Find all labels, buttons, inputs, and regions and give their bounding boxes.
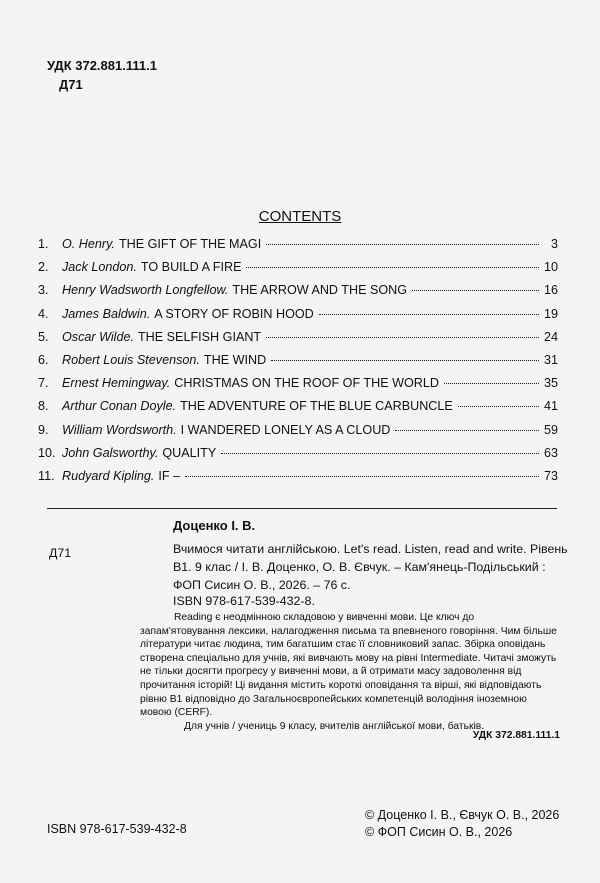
copyright-authors: © Доценко І. В., Євчук О. В., 2026 [365, 808, 560, 822]
toc-entry [38, 353, 558, 376]
toc-entry-page: 10 [543, 260, 558, 275]
toc-entry-title: QUALITY [162, 445, 217, 460]
copyright-publisher: © ФОП Сисин О. В., 2026 [365, 825, 513, 839]
toc-entry-author: Oscar Wilde. [62, 329, 134, 344]
footer-isbn: ISBN 978-617-539-432-8 [47, 822, 187, 836]
toc-entry-page: 16 [543, 283, 558, 298]
toc-entry-number: 5. [38, 329, 49, 344]
toc-entry-author: O. Henry. [62, 237, 115, 251]
contents-heading: CONTENTS [258, 208, 342, 225]
catalog-description: Вчимося читати англійською. Let's read. Listen, read and write. Рівень В1. 9 клас / І. В. Доценко, О. В. Євчук. – Кам'янець-Подільський : ФОП Сисин О. В., 2026. – 76 с. [173, 542, 568, 592]
table-of-contents [38, 237, 558, 492]
annotation-audience: Для учнів / учениць 9 класу, вчителів англійської мови, батьків. [184, 720, 485, 732]
toc-leader-dots [185, 475, 539, 477]
toc-entry-number: 7. [38, 376, 49, 391]
toc-entry-number: 6. [38, 352, 49, 367]
toc-entry-number: 9. [38, 422, 49, 437]
toc-entry-page: 35 [543, 376, 558, 391]
divider [47, 508, 557, 509]
toc-leader-dots [271, 359, 539, 361]
toc-entry-number: 2. [38, 260, 49, 275]
toc-entry-author: Jack London. [62, 260, 137, 275]
toc-entry-title: CHRISTMAS ON THE ROOF OF THE WORLD [174, 376, 439, 391]
toc-entry-title: THE SELFISH GIANT [137, 329, 262, 344]
toc-entry-title: IF – [158, 468, 181, 483]
annotation-udk: УДК 372.881.111.1 [472, 730, 560, 741]
toc-entry-title: THE ARROW AND THE SONG [232, 283, 408, 298]
toc-entry-title: A STORY OF ROBIN HOOD [154, 306, 314, 321]
toc-entry [38, 330, 558, 353]
catalog-author: Доценко І. В. [173, 518, 256, 533]
toc-entry-number: 8. [38, 399, 49, 414]
toc-entry-page: 59 [543, 422, 558, 437]
toc-entry-author: Arthur Conan Doyle. [62, 399, 177, 414]
toc-leader-dots [246, 266, 539, 268]
toc-entry-number: 4. [38, 306, 49, 321]
toc-entry-title: THE ADVENTURE OF THE BLUE CARBUNCLE [180, 399, 453, 414]
toc-entry-page: 19 [543, 306, 558, 321]
toc-entry-author: William Wordsworth. [62, 422, 177, 437]
toc-leader-dots [412, 289, 539, 291]
udk-number: УДК 372.881.111.1 [47, 58, 157, 73]
annotation [140, 611, 560, 733]
toc-entry-author: James Baldwin. [62, 306, 151, 321]
toc-leader-dots [395, 429, 539, 431]
toc-leader-dots [266, 336, 539, 338]
toc-leader-dots [319, 313, 539, 315]
toc-entry-author: Rudyard Kipling. [62, 468, 155, 483]
toc-entry [38, 423, 558, 446]
toc-entry-author: Ernest Hemingway. [62, 376, 171, 391]
toc-entry [38, 260, 558, 283]
toc-entry-title: TO BUILD A FIRE [140, 260, 242, 275]
toc-leader-dots [458, 405, 539, 407]
toc-entry [38, 399, 558, 422]
toc-entry-page: 3 [550, 237, 558, 251]
author-code: Д71 [59, 77, 83, 92]
toc-entry [38, 376, 558, 399]
toc-entry-page: 41 [543, 399, 558, 414]
toc-entry-author: Robert Louis Stevenson. [62, 352, 200, 367]
toc-entry [38, 283, 558, 306]
toc-entry-number: 11. [38, 468, 55, 483]
annotation-body: Reading є неодмінною складовою у вивченні мови. Це ключ до запам'ятовування лексики, налагодження письма та впевненого говоріння. Чим більше літератури читає людина, тим багатшим стає її словниковий запас. Збірка оповідань створена спеціально для учнів, які вивчають мову на рівні Intermediate. Читачі зможуть не тільки досягти прогресу у вивченні мови, а й отримати масу задоволення від прочитання історій! Ці видання містить короткі оповідання та вірші, які відповідають рівню В1 відповідно до Загальноєвропейських компетенцій володіння іноземною мовою (CERF). [140, 612, 557, 719]
catalog-code: Д71 [49, 546, 72, 560]
toc-entry [38, 469, 558, 492]
toc-entry-page: 24 [543, 329, 558, 344]
toc-entry-title: I WANDERED LONELY AS A CLOUD [180, 422, 391, 437]
toc-entry-number: 1. [38, 237, 49, 251]
toc-entry-author: John Galsworthy. [62, 445, 159, 460]
toc-entry [38, 307, 558, 330]
copyright-block [365, 807, 559, 841]
toc-leader-dots [221, 452, 539, 454]
catalog-isbn: ISBN 978-617-539-432-8. [173, 594, 315, 608]
toc-leader-dots [444, 382, 539, 384]
toc-leader-dots [266, 243, 539, 245]
toc-entry [38, 237, 558, 260]
toc-entry-page: 73 [543, 468, 558, 483]
toc-entry-author: Henry Wadsworth Longfellow. [62, 283, 229, 298]
toc-entry [38, 446, 558, 469]
toc-entry-number: 3. [38, 283, 49, 298]
toc-entry-number: 10. [38, 445, 56, 460]
toc-entry-title: THE WIND [203, 352, 267, 367]
toc-entry-page: 31 [543, 352, 558, 367]
udk-header [47, 56, 157, 94]
toc-entry-title: THE GIFT OF THE MAGI [118, 237, 262, 251]
toc-entry-page: 63 [543, 445, 558, 460]
